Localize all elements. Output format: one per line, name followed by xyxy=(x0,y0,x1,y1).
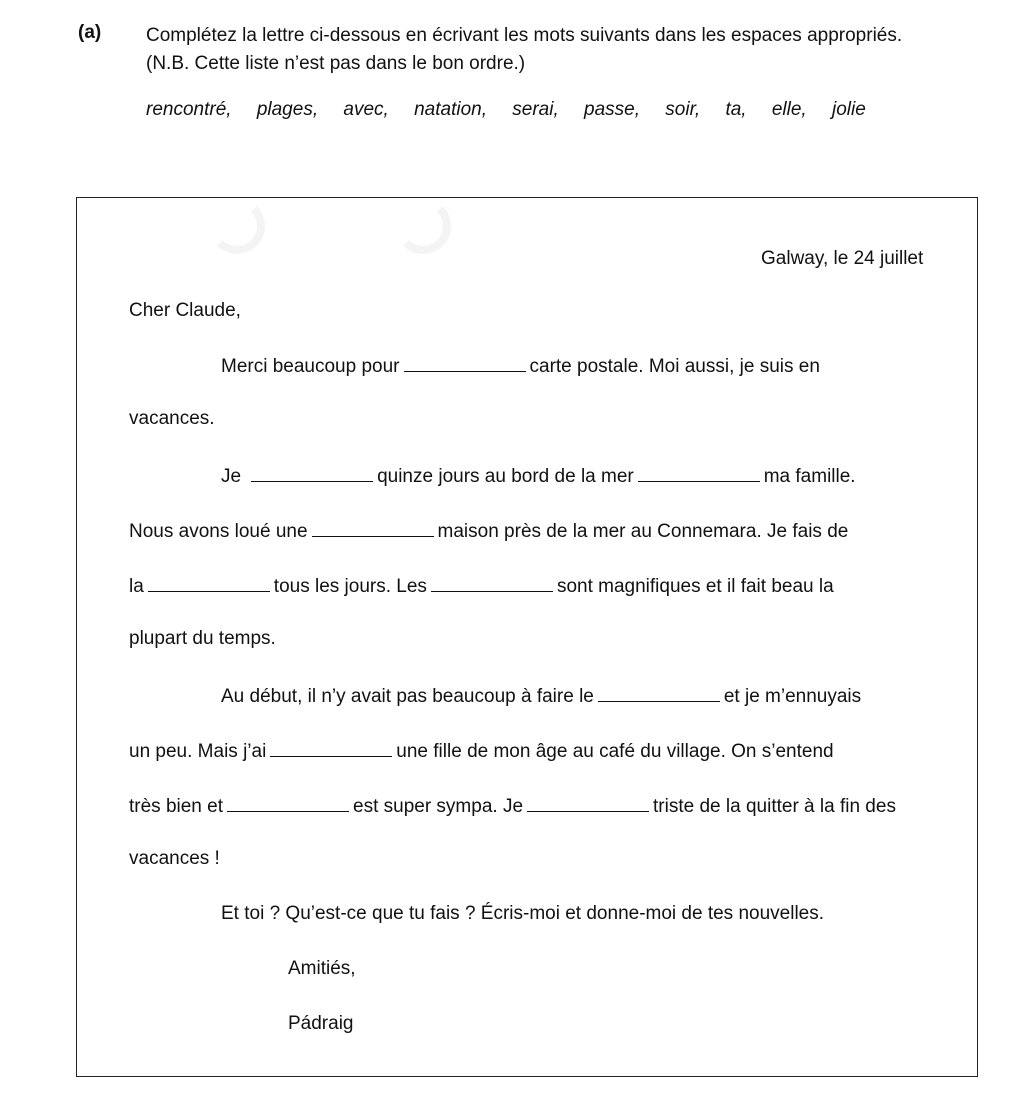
answer-blank[interactable] xyxy=(527,793,649,812)
letter-line xyxy=(129,573,834,598)
place-date: Galway, le 24 juillet xyxy=(761,248,924,269)
letter-text: Je xyxy=(221,466,242,487)
word-list xyxy=(146,99,886,121)
letter-line xyxy=(221,683,861,708)
question-label: (a) xyxy=(78,22,102,43)
letter-text: est super sympa. Je xyxy=(353,796,524,817)
letter-box xyxy=(76,197,978,1077)
instruction-line-1: Complétez la lettre ci-dessous en écrivant les mots suivants dans les espaces appropriés. xyxy=(146,25,903,46)
word-item: serai, xyxy=(512,99,559,120)
letter-text: tous les jours. Les xyxy=(273,576,427,597)
answer-blank[interactable] xyxy=(148,573,270,592)
answer-blank[interactable] xyxy=(638,463,760,482)
word-item: passe, xyxy=(584,99,641,120)
letter-text: sont magnifiques et il fait beau la xyxy=(556,576,834,597)
letter-text: quinze jours au bord de la mer xyxy=(377,466,634,487)
answer-blank[interactable] xyxy=(227,793,349,812)
letter-text: une fille de mon âge au café du village. On s’entend xyxy=(396,741,834,762)
answer-blank[interactable] xyxy=(312,518,434,537)
letter-line xyxy=(221,463,856,488)
word-item: natation, xyxy=(414,99,487,120)
letter-text: maison près de la mer au Connemara. Je fais de xyxy=(437,521,849,542)
letter-line xyxy=(129,738,834,763)
scan-artifact xyxy=(209,198,265,254)
closing: Amitiés, xyxy=(288,958,356,979)
answer-blank[interactable] xyxy=(404,353,526,372)
letter-line: plupart du temps. xyxy=(129,628,276,649)
letter-line xyxy=(129,518,848,543)
answer-blank[interactable] xyxy=(598,683,720,702)
answer-blank[interactable] xyxy=(270,738,392,757)
letter-text: triste de la quitter à la fin des xyxy=(653,796,896,817)
word-item: soir, xyxy=(665,99,701,120)
letter-text: Nous avons loué une xyxy=(129,521,308,542)
greeting: Cher Claude, xyxy=(129,300,241,321)
word-item: avec, xyxy=(343,99,389,120)
instruction-line-2: (N.B. Cette liste n’est pas dans le bon ordre.) xyxy=(146,53,526,74)
letter-text: et je m’ennuyais xyxy=(723,686,862,707)
word-item: ta, xyxy=(725,99,747,120)
letter-text: carte postale. Moi aussi, je suis en xyxy=(529,356,820,377)
signature: Pádraig xyxy=(288,1013,354,1034)
letter-line xyxy=(221,353,820,378)
letter-text: la xyxy=(129,576,144,597)
answer-blank[interactable] xyxy=(251,463,373,482)
letter-text: un peu. Mais j’ai xyxy=(129,741,267,762)
answer-blank[interactable] xyxy=(431,573,553,592)
word-item: rencontré, xyxy=(146,99,232,120)
scan-artifact xyxy=(395,198,451,254)
letter-line: Et toi ? Qu’est-ce que tu fais ? Écris-moi et donne-moi de tes nouvelles. xyxy=(221,903,825,924)
letter-text: Merci beaucoup pour xyxy=(221,356,400,377)
letter-line: vacances. xyxy=(129,408,215,429)
word-item: elle, xyxy=(771,99,807,120)
letter-text: ma famille. xyxy=(763,466,856,487)
word-item: plages, xyxy=(256,99,319,120)
letter-line: vacances ! xyxy=(129,848,220,869)
letter-line xyxy=(129,793,896,818)
letter-text: Au début, il n’y avait pas beaucoup à faire le xyxy=(221,686,594,707)
instructions xyxy=(146,22,902,78)
letter-text: très bien et xyxy=(129,796,223,817)
word-item: jolie xyxy=(831,99,866,120)
